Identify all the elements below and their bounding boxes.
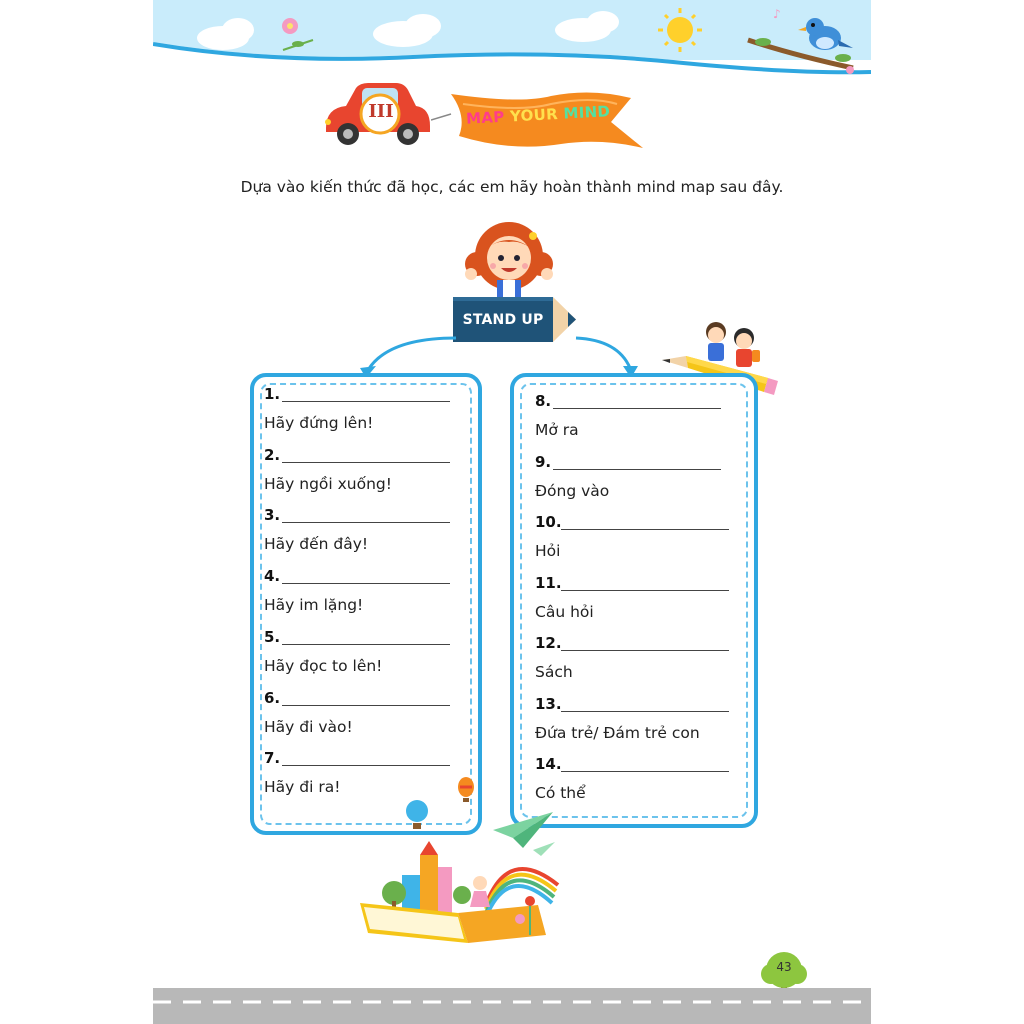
left-answer-blank[interactable] [282,401,450,402]
left-item-meaning: Hãy ngồi xuống! [264,474,392,493]
right-item-number: 8. [535,392,552,410]
hot-air-balloon-icons [403,775,483,835]
sky-header-decoration [153,0,871,90]
right-answer-blank[interactable] [561,529,729,530]
road-footer-decoration [153,988,871,1024]
right-answer-blank[interactable] [553,469,721,470]
left-item-number: 1. [264,385,281,403]
center-node-label: STAND UP [462,311,544,328]
left-item-meaning: Hãy đi ra! [264,778,341,797]
banner-word-mind: MIND [563,102,611,123]
left-answer-blank[interactable] [282,765,450,766]
svg-text:♪: ♪ [773,7,781,21]
left-item-number: 6. [264,688,281,707]
right-answer-blank[interactable] [561,771,729,772]
instruction-text: Dựa vào kiến thức đã học, các em hãy hoàn thành mind map sau đây. [240,178,784,196]
banner-word-your: YOUR [509,104,559,126]
right-item-meaning: Sách [535,663,573,681]
right-item-number: 12. [535,634,562,652]
right-item-meaning: Có thể [535,784,586,802]
right-item-number: 10. [535,513,562,531]
left-item-meaning: Hãy đọc to lên! [264,656,383,675]
left-answer-blank[interactable] [282,705,450,706]
left-item-number: 7. [264,749,281,768]
left-item-meaning: Hãy đến đây! [264,535,369,554]
right-item-meaning: Mở ra [535,421,579,439]
left-answer-blank[interactable] [282,462,450,463]
book-city-illustration [358,835,573,950]
left-item-number: 5. [264,627,281,646]
right-item-meaning: Câu hỏi [535,602,594,621]
girl-illustration [463,222,555,300]
left-item-number: 4. [264,567,281,586]
section-badge: III [368,101,394,122]
left-item-meaning: Hãy im lặng! [264,596,364,615]
left-item-number: 2. [264,445,281,464]
right-item-number: 11. [535,573,562,592]
left-item-meaning: Hãy đứng lên! [264,414,374,432]
right-answer-blank[interactable] [561,590,729,591]
left-answer-blank[interactable] [282,583,450,584]
right-item-number: 14. [535,755,562,773]
right-item-number: 13. [535,694,562,713]
left-item-meaning: Hãy đi vào! [264,717,353,736]
right-answer-blank[interactable] [553,408,721,409]
right-answer-blank[interactable] [561,650,729,651]
banner-word-map: MAP [465,107,505,128]
right-item-number: 9. [535,452,552,471]
right-item-meaning: Đứa trẻ/ Đám trẻ con [535,723,700,742]
right-answer-blank[interactable] [561,711,729,712]
left-answer-blank[interactable] [282,522,450,523]
right-item-meaning: Hỏi [535,542,561,560]
worksheet-page [153,0,871,1024]
page-number: 43 [776,960,792,974]
left-answer-blank[interactable] [282,644,450,645]
left-item-number: 3. [264,506,281,525]
right-item-meaning: Đóng vào [535,481,610,500]
